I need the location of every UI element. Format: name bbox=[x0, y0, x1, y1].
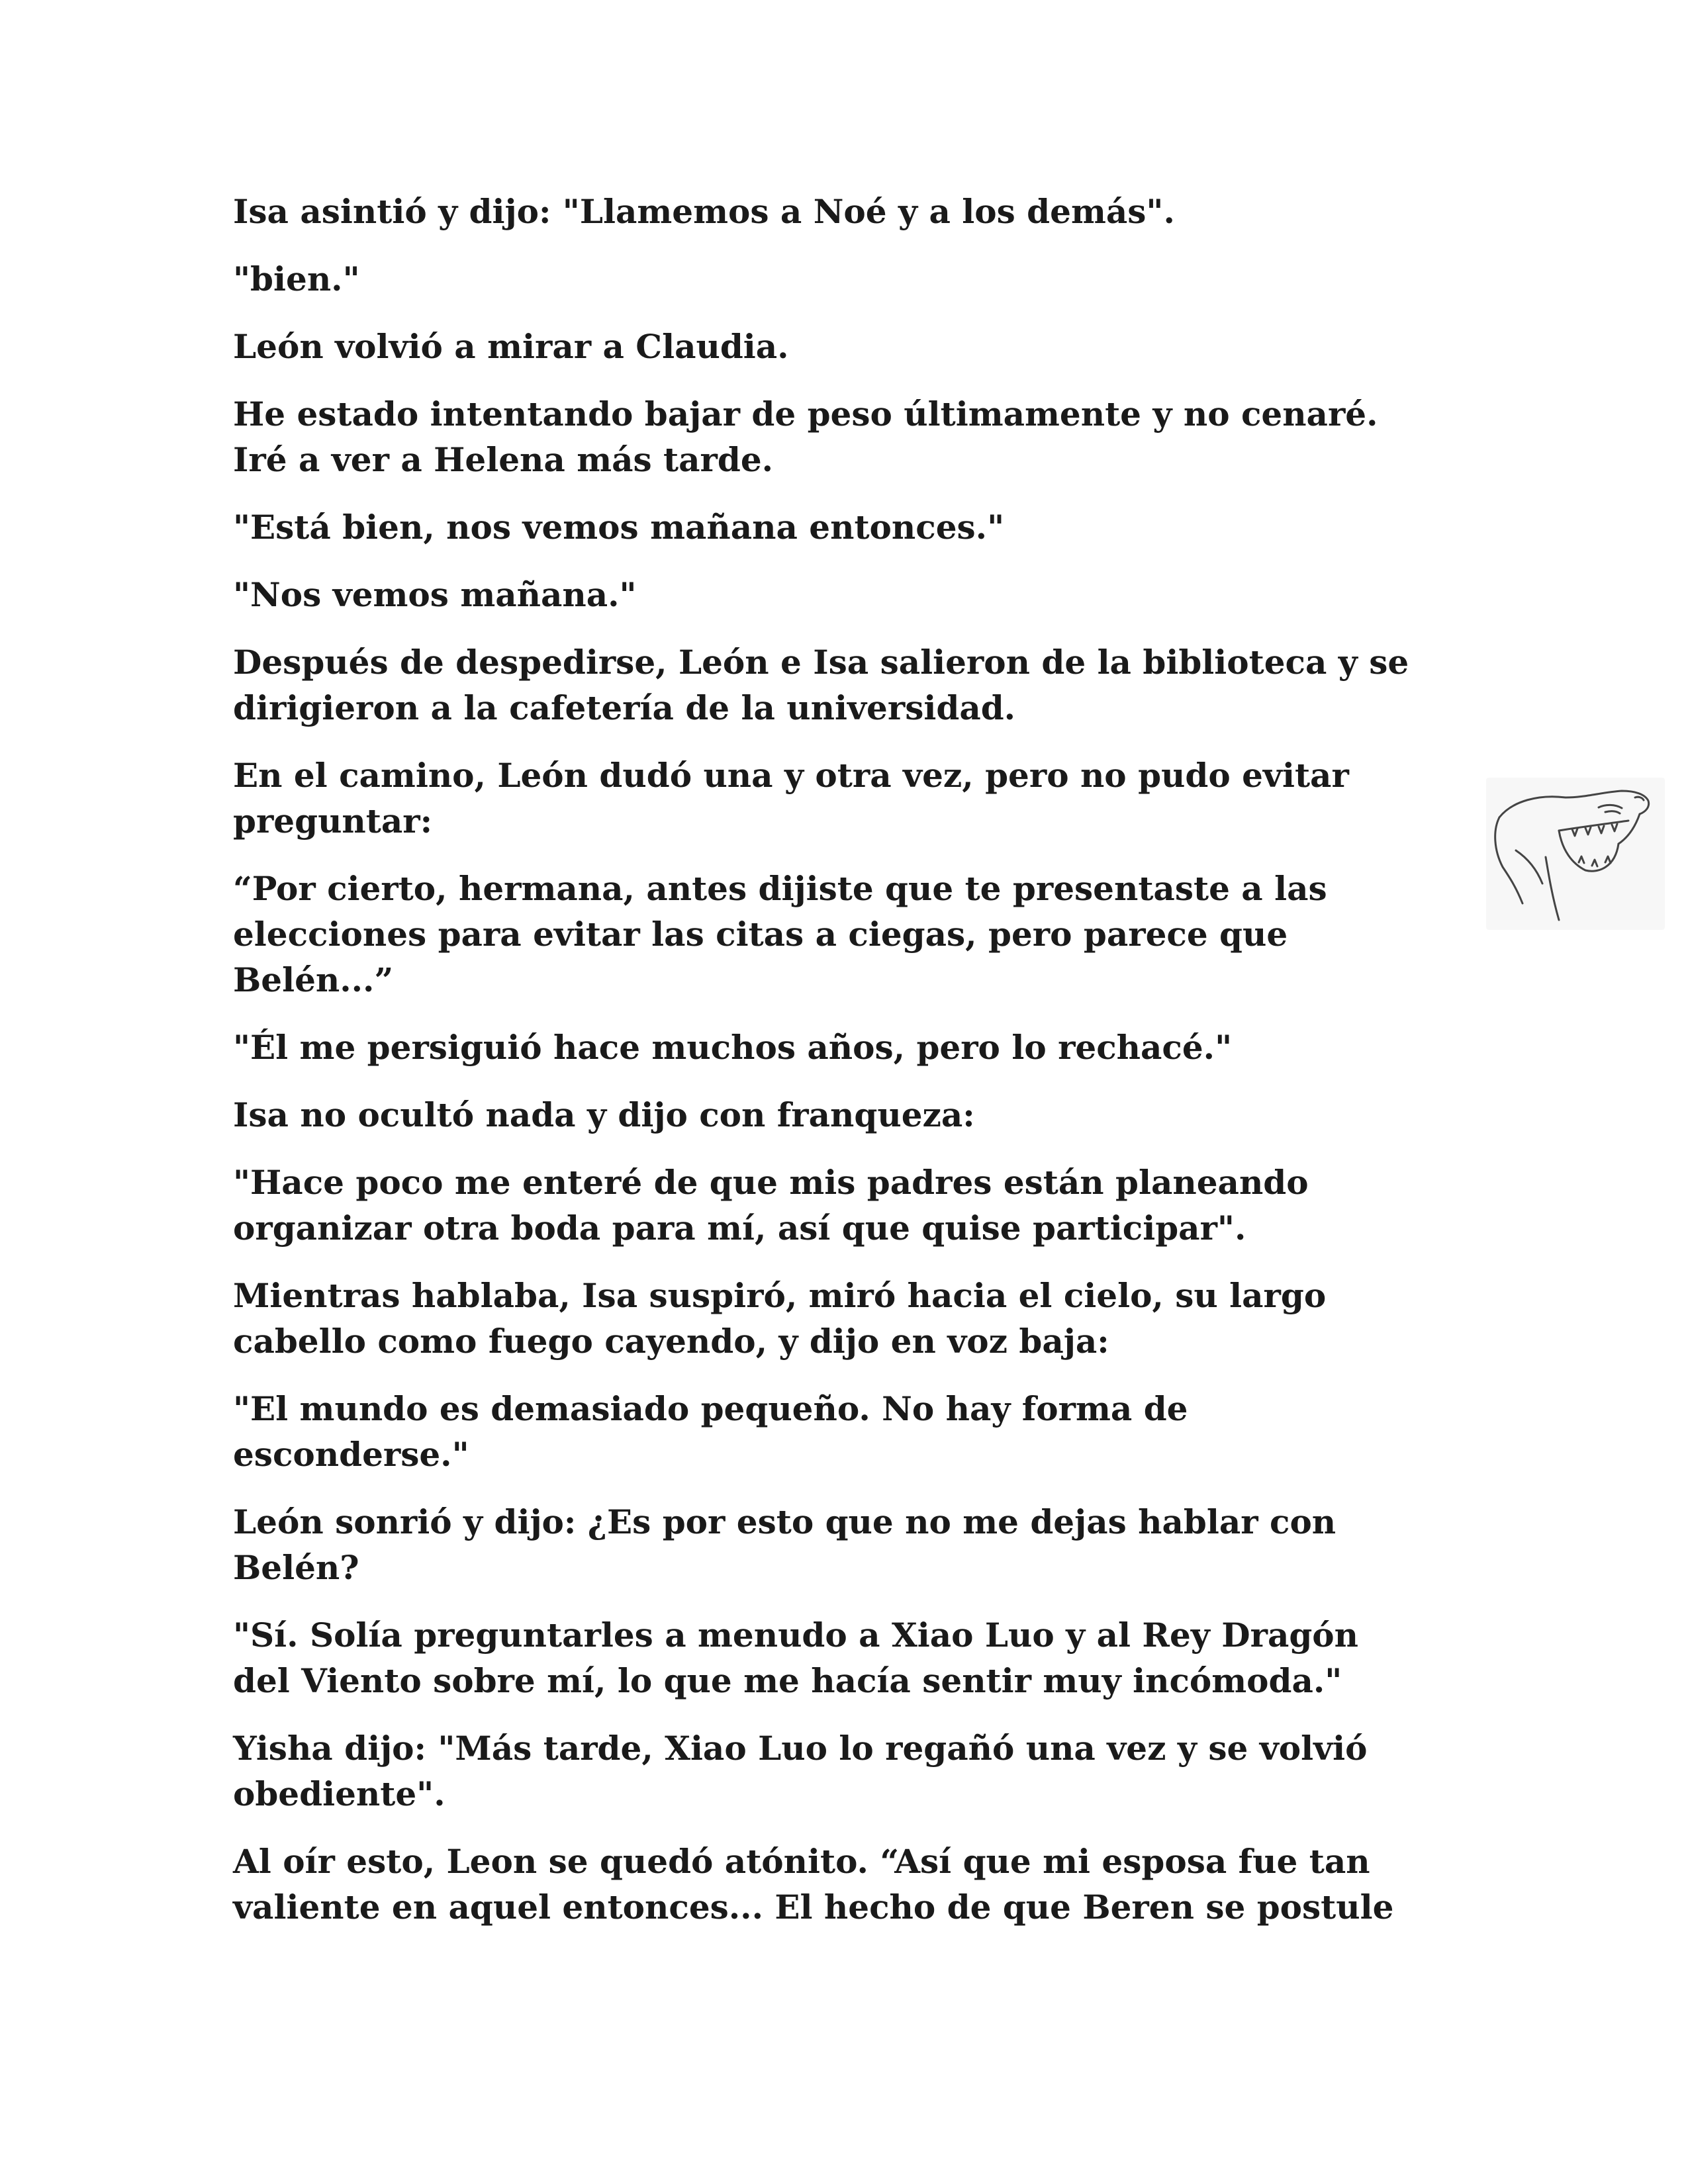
text-line: "Hace poco me enteré de que mis padres están planeando bbox=[233, 1163, 1309, 1202]
text-line: He estado intentando bajar de peso últimamente y no cenaré. bbox=[233, 394, 1378, 433]
text-line: Yisha dijo: "Más tarde, Xiao Luo lo regañó una vez y se volvió bbox=[233, 1729, 1368, 1768]
text-line: Iré a ver a Helena más tarde. bbox=[233, 440, 774, 479]
text-line: "El mundo es demasiado pequeño. No hay forma de bbox=[233, 1389, 1188, 1428]
text-line: Belén? bbox=[233, 1548, 359, 1587]
text-line: "bien." bbox=[233, 259, 360, 298]
text-line: esconderse." bbox=[233, 1435, 469, 1474]
paragraph bbox=[233, 866, 1444, 1003]
paragraph bbox=[233, 1386, 1444, 1477]
text-line: organizar otra boda para mí, así que quise participar". bbox=[233, 1208, 1246, 1248]
paragraph bbox=[233, 1092, 1444, 1138]
paragraph bbox=[233, 504, 1444, 550]
text-line: En el camino, León dudó una y otra vez, pero no pudo evitar bbox=[233, 756, 1349, 795]
text-line: "Nos vemos mañana." bbox=[233, 575, 637, 614]
paragraph bbox=[233, 639, 1444, 731]
text-line: cabello como fuego cayendo, y dijo en voz baja: bbox=[233, 1322, 1109, 1361]
text-line: valiente en aquel entonces... El hecho de que Beren se postule bbox=[233, 1888, 1394, 1927]
text-line: "Sí. Solía preguntarles a menudo a Xiao Luo y al Rey Dragón bbox=[233, 1615, 1358, 1655]
paragraph bbox=[233, 1499, 1444, 1590]
paragraph bbox=[233, 391, 1444, 482]
text-line: Isa no ocultó nada y dijo con franqueza: bbox=[233, 1095, 975, 1134]
text-line: preguntar: bbox=[233, 801, 433, 841]
paragraph bbox=[233, 1160, 1444, 1251]
story-text bbox=[233, 189, 1444, 1952]
text-line: León sonrió y dijo: ¿Es por esto que no me dejas hablar con bbox=[233, 1502, 1336, 1541]
paragraph bbox=[233, 256, 1444, 302]
text-line: Isa asintió y dijo: "Llamemos a Noé y a los demás". bbox=[233, 192, 1175, 231]
text-line: del Viento sobre mí, lo que me hacía sentir muy incómoda." bbox=[233, 1661, 1342, 1700]
text-line: Después de despedirse, León e Isa salieron de la biblioteca y se bbox=[233, 643, 1409, 682]
paragraph bbox=[233, 324, 1444, 369]
paragraph bbox=[233, 572, 1444, 617]
paragraph bbox=[233, 189, 1444, 234]
text-line: "Él me persiguió hace muchos años, pero lo rechacé." bbox=[233, 1028, 1233, 1067]
text-line: "Está bien, nos vemos mañana entonces." bbox=[233, 508, 1005, 547]
paragraph bbox=[233, 1839, 1444, 1930]
paragraph bbox=[233, 752, 1444, 844]
text-line: Mientras hablaba, Isa suspiró, miró hacia el cielo, su largo bbox=[233, 1276, 1327, 1315]
paragraph bbox=[233, 1612, 1444, 1704]
paragraph bbox=[233, 1024, 1444, 1070]
text-line: obediente". bbox=[233, 1774, 445, 1813]
text-line: elecciones para evitar las citas a ciegas, pero parece que bbox=[233, 915, 1288, 954]
dinosaur-head-icon bbox=[1486, 778, 1665, 930]
text-line: dirigieron a la cafetería de la universidad. bbox=[233, 688, 1016, 727]
text-line: Al oír esto, Leon se quedó atónito. “Así que mi esposa fue tan bbox=[233, 1842, 1370, 1881]
paragraph bbox=[233, 1725, 1444, 1817]
text-line: Belén...” bbox=[233, 960, 394, 999]
text-line: León volvió a mirar a Claudia. bbox=[233, 327, 789, 366]
paragraph bbox=[233, 1273, 1444, 1364]
text-line: “Por cierto, hermana, antes dijiste que te presentaste a las bbox=[233, 869, 1327, 908]
